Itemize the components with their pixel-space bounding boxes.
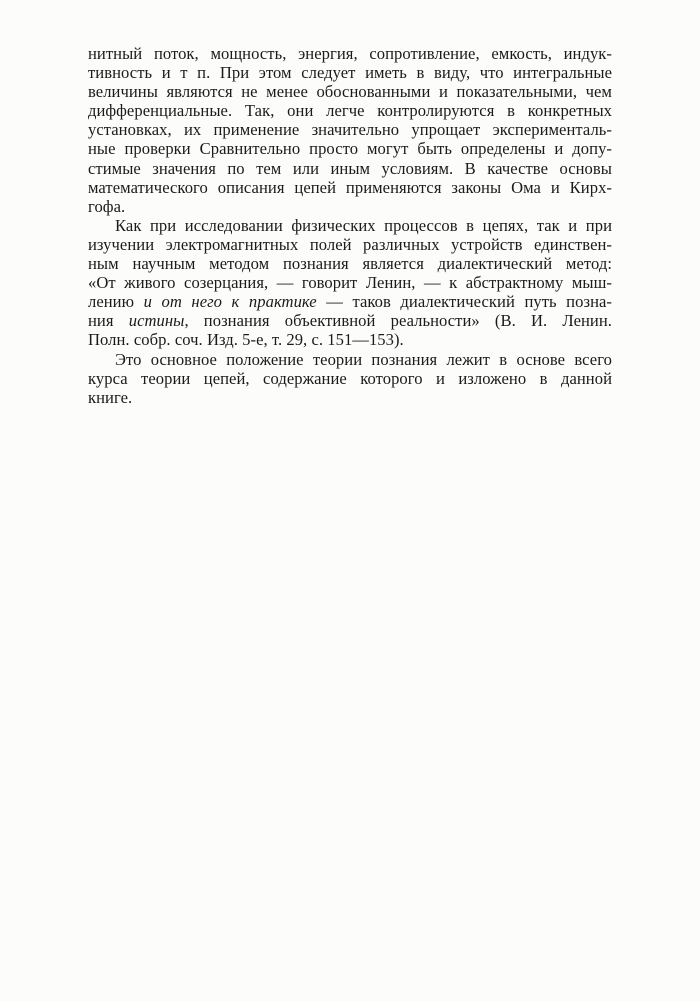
text-line: установках, их применение значительно упрощает эксперименталь-	[88, 120, 612, 140]
paragraph-1	[88, 44, 612, 216]
text-line: Полн. собр. соч. Изд. 5-е, т. 29, с. 151—153).	[88, 330, 404, 350]
text-line: изучении электромагнитных полей различных устройств единствен-	[88, 234, 612, 254]
text-line: курса теории цепей, содержание которого и изложено в данной	[88, 368, 612, 388]
text-run: лению	[88, 292, 144, 312]
paragraph-2	[88, 216, 612, 350]
text-run: ния	[88, 311, 129, 331]
text-line: тивность и т п. При этом следует иметь в виду, что интегральные	[88, 63, 612, 83]
italic-phrase: истины	[128, 311, 185, 331]
text-line: стимые значения по тем или иным условиям. В качестве основы	[88, 158, 612, 178]
text-line: ным научным методом познания является диалектический метод:	[88, 254, 612, 274]
text-line: нитный поток, мощность, энергия, сопротивление, емкость, индук-	[88, 44, 612, 63]
text-run: , познания объективной реальности» (В. И. Ленин.	[184, 311, 612, 331]
text-run: — таков диалектический путь позна-	[316, 292, 612, 312]
text-line: величины являются не менее обоснованными и показательными, чем	[88, 82, 612, 102]
text-line: «От живого созерцания, — говорит Ленин, — к абстрактному мыш-	[88, 273, 612, 293]
text-line: гофа.	[88, 196, 126, 216]
italic-phrase: и от него к практике	[143, 292, 317, 312]
text-line: книге.	[88, 387, 133, 407]
text-line: ные проверки Сравнительно просто могут быть определены и допу-	[88, 139, 612, 159]
text-line-with-italic	[88, 311, 612, 330]
text-line: Как при исследовании физических процессов в цепях, так и при	[115, 215, 612, 235]
text-line: Это основное положение теории познания лежит в основе всего	[115, 349, 612, 369]
text-line-with-italic	[88, 292, 612, 311]
body-text	[88, 44, 612, 407]
text-line: математического описания цепей применяются законы Ома и Кирх-	[88, 177, 612, 197]
text-line: дифференциальные. Так, они легче контролируются в конкретных	[88, 101, 612, 121]
paragraph-3	[88, 350, 612, 407]
